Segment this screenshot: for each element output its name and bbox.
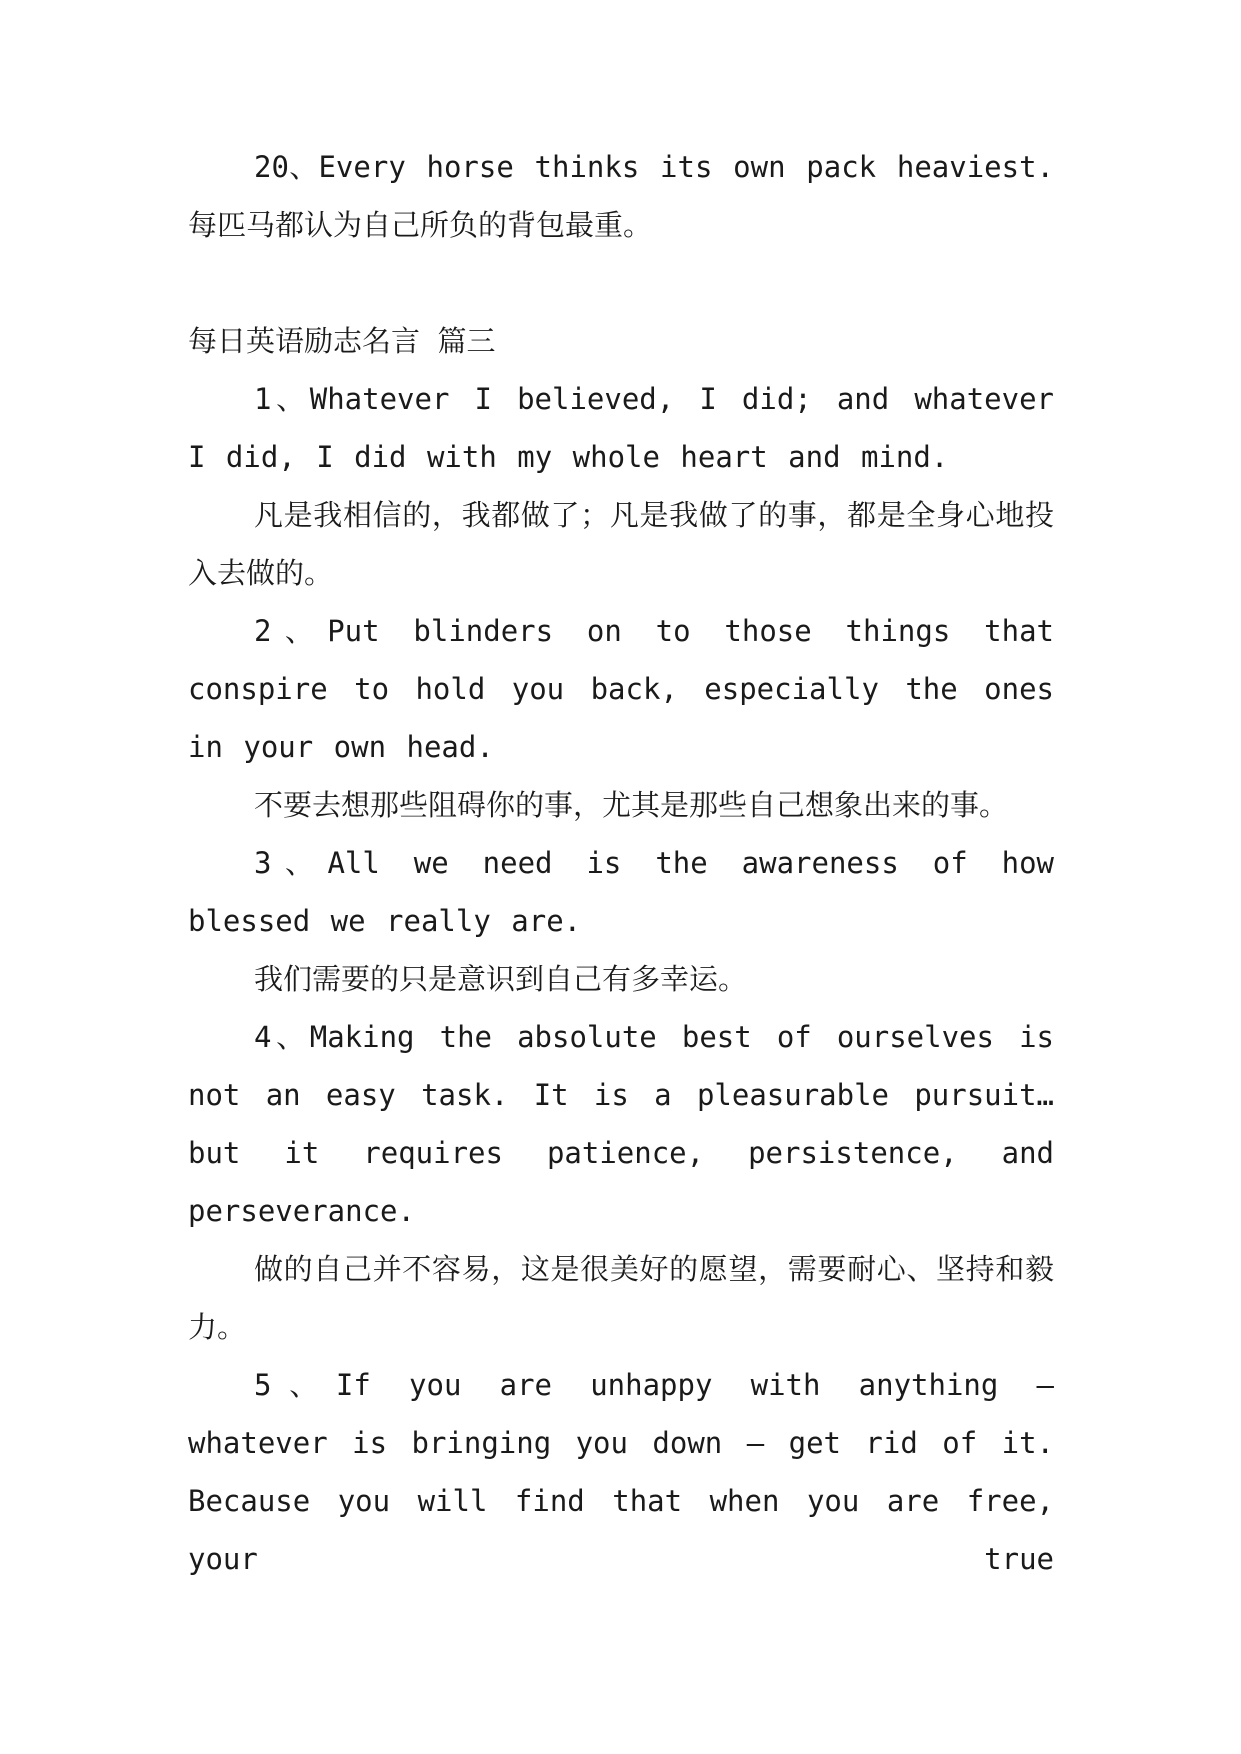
quote-2-english: 2、Put blinders on to those things that conspire to hold you back, especially the ones in your own head. (188, 614, 1054, 764)
document-body (188, 138, 1054, 1588)
quote-3-english: 3、All we need is the awareness of how blessed we really are. (188, 846, 1054, 938)
quote-1-english: 1、Whatever I believed, I did; and whatever I did, I did with my whole heart and mind. (188, 382, 1054, 474)
quote-5-english: 5、If you are unhappy with anything – whatever is bringing you down – get rid of it. Because you will find that when you are free, your true (188, 1368, 1054, 1576)
quote-4-english: 4、Making the absolute best of ourselves is not an easy task. It is a pleasurable pursuit…but it requires patience, persistence, and perseverance. (188, 1020, 1054, 1228)
quote-4-chinese: 做的自己并不容易，这是很美好的愿望，需要耐心、坚持和毅力。 (188, 1252, 1054, 1344)
section-spacer (188, 254, 1054, 312)
quote-20: 20、Every horse thinks its own pack heaviest.每匹马都认为自己所负的背包最重。 (188, 150, 1054, 242)
quote-3-chinese: 我们需要的只是意识到自己有多幸运。 (254, 962, 748, 996)
section-heading: 每日英语励志名言 篇三 (188, 324, 496, 358)
quote-1-chinese: 凡是我相信的，我都做了；凡是我做了的事，都是全身心地投入去做的。 (188, 498, 1054, 590)
quote-2-chinese: 不要去想那些阻碍你的事，尤其是那些自己想象出来的事。 (254, 788, 1009, 822)
